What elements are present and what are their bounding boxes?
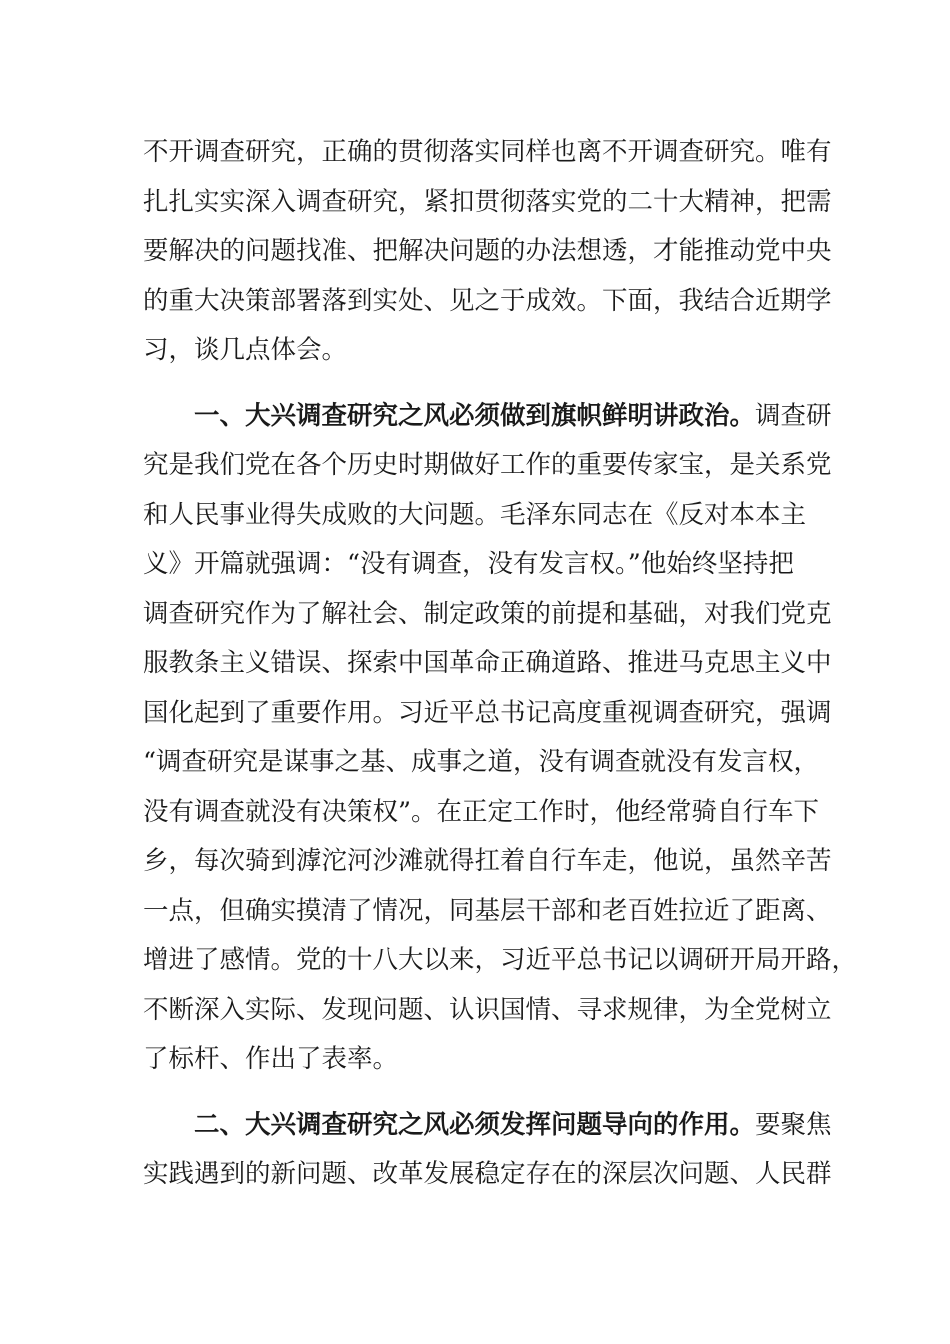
text-line: 和人民事业得失成败的大问题。毛泽东同志在《反对本本主	[143, 499, 807, 530]
text-line: 增进了感情。党的十八大以来，习近平总书记以调研开局开路，	[143, 945, 858, 975]
paragraph-section-two	[143, 1101, 832, 1200]
section-heading-one: 一、大兴调查研究之风必须做到旗帜鲜明讲政治。	[194, 400, 756, 431]
paragraph-continuation	[143, 128, 832, 376]
text-line: 了标杆、作出了表率。	[143, 1044, 399, 1074]
section-heading-two: 二、大兴调查研究之风必须发挥问题导向的作用。	[194, 1109, 756, 1140]
text-line: “调查研究是谋事之基、成事之道，没有调查就没有发言权，	[143, 747, 820, 777]
text-line: 要解决的问题找准、把解决问题的办法想透，才能推动党中央	[143, 236, 832, 266]
text-line: 调查研究作为了解社会、制定政策的前提和基础，对我们党克	[143, 598, 832, 629]
text-run: 调查研	[755, 400, 832, 431]
text-line: 一点，但确实摸清了情况，同基层干部和老百姓拉近了距离、	[143, 895, 832, 926]
text-line: 义》开篇就强调：“没有调查，没有发言权。”他始终坚持把	[143, 549, 794, 579]
text-line-first	[143, 1101, 832, 1151]
text-line: 究是我们党在各个历史时期做好工作的重要传家宝，是关系党	[143, 450, 832, 480]
text-line: 的重大决策部署落到实处、见之于成效。下面，我结合近期学	[143, 285, 832, 316]
text-line: 没有调查就没有决策权”。在正定工作时，他经常骑自行车下	[143, 796, 820, 827]
text-line-first	[143, 392, 832, 442]
text-line: 习，谈几点体会。	[143, 335, 348, 365]
paragraph-section-one	[143, 392, 858, 1085]
paragraph-gap	[143, 376, 808, 392]
text-line: 乡，每次骑到滹沱河沙滩就得扛着自行车走，他说，虽然辛苦	[143, 846, 832, 876]
text-line: 服教条主义错误、探索中国革命正确道路、推进马克思主义中	[143, 648, 832, 678]
text-line: 扎扎实实深入调查研究，紧扣贯彻落实党的二十大精神，把需	[143, 186, 832, 217]
document-body	[143, 128, 858, 1200]
text-line: 不开调查研究，正确的贯彻落实同样也离不开调查研究。唯有	[143, 137, 832, 167]
paragraph-gap	[143, 1085, 808, 1101]
text-line: 不断深入实际、发现问题、认识国情、寻求规律，为全党树立	[143, 994, 832, 1025]
text-line: 国化起到了重要作用。习近平总书记高度重视调查研究，强调	[143, 697, 832, 728]
text-run: 要聚焦	[755, 1109, 832, 1140]
text-line: 实践遇到的新问题、改革发展稳定存在的深层次问题、人民群	[143, 1159, 832, 1189]
